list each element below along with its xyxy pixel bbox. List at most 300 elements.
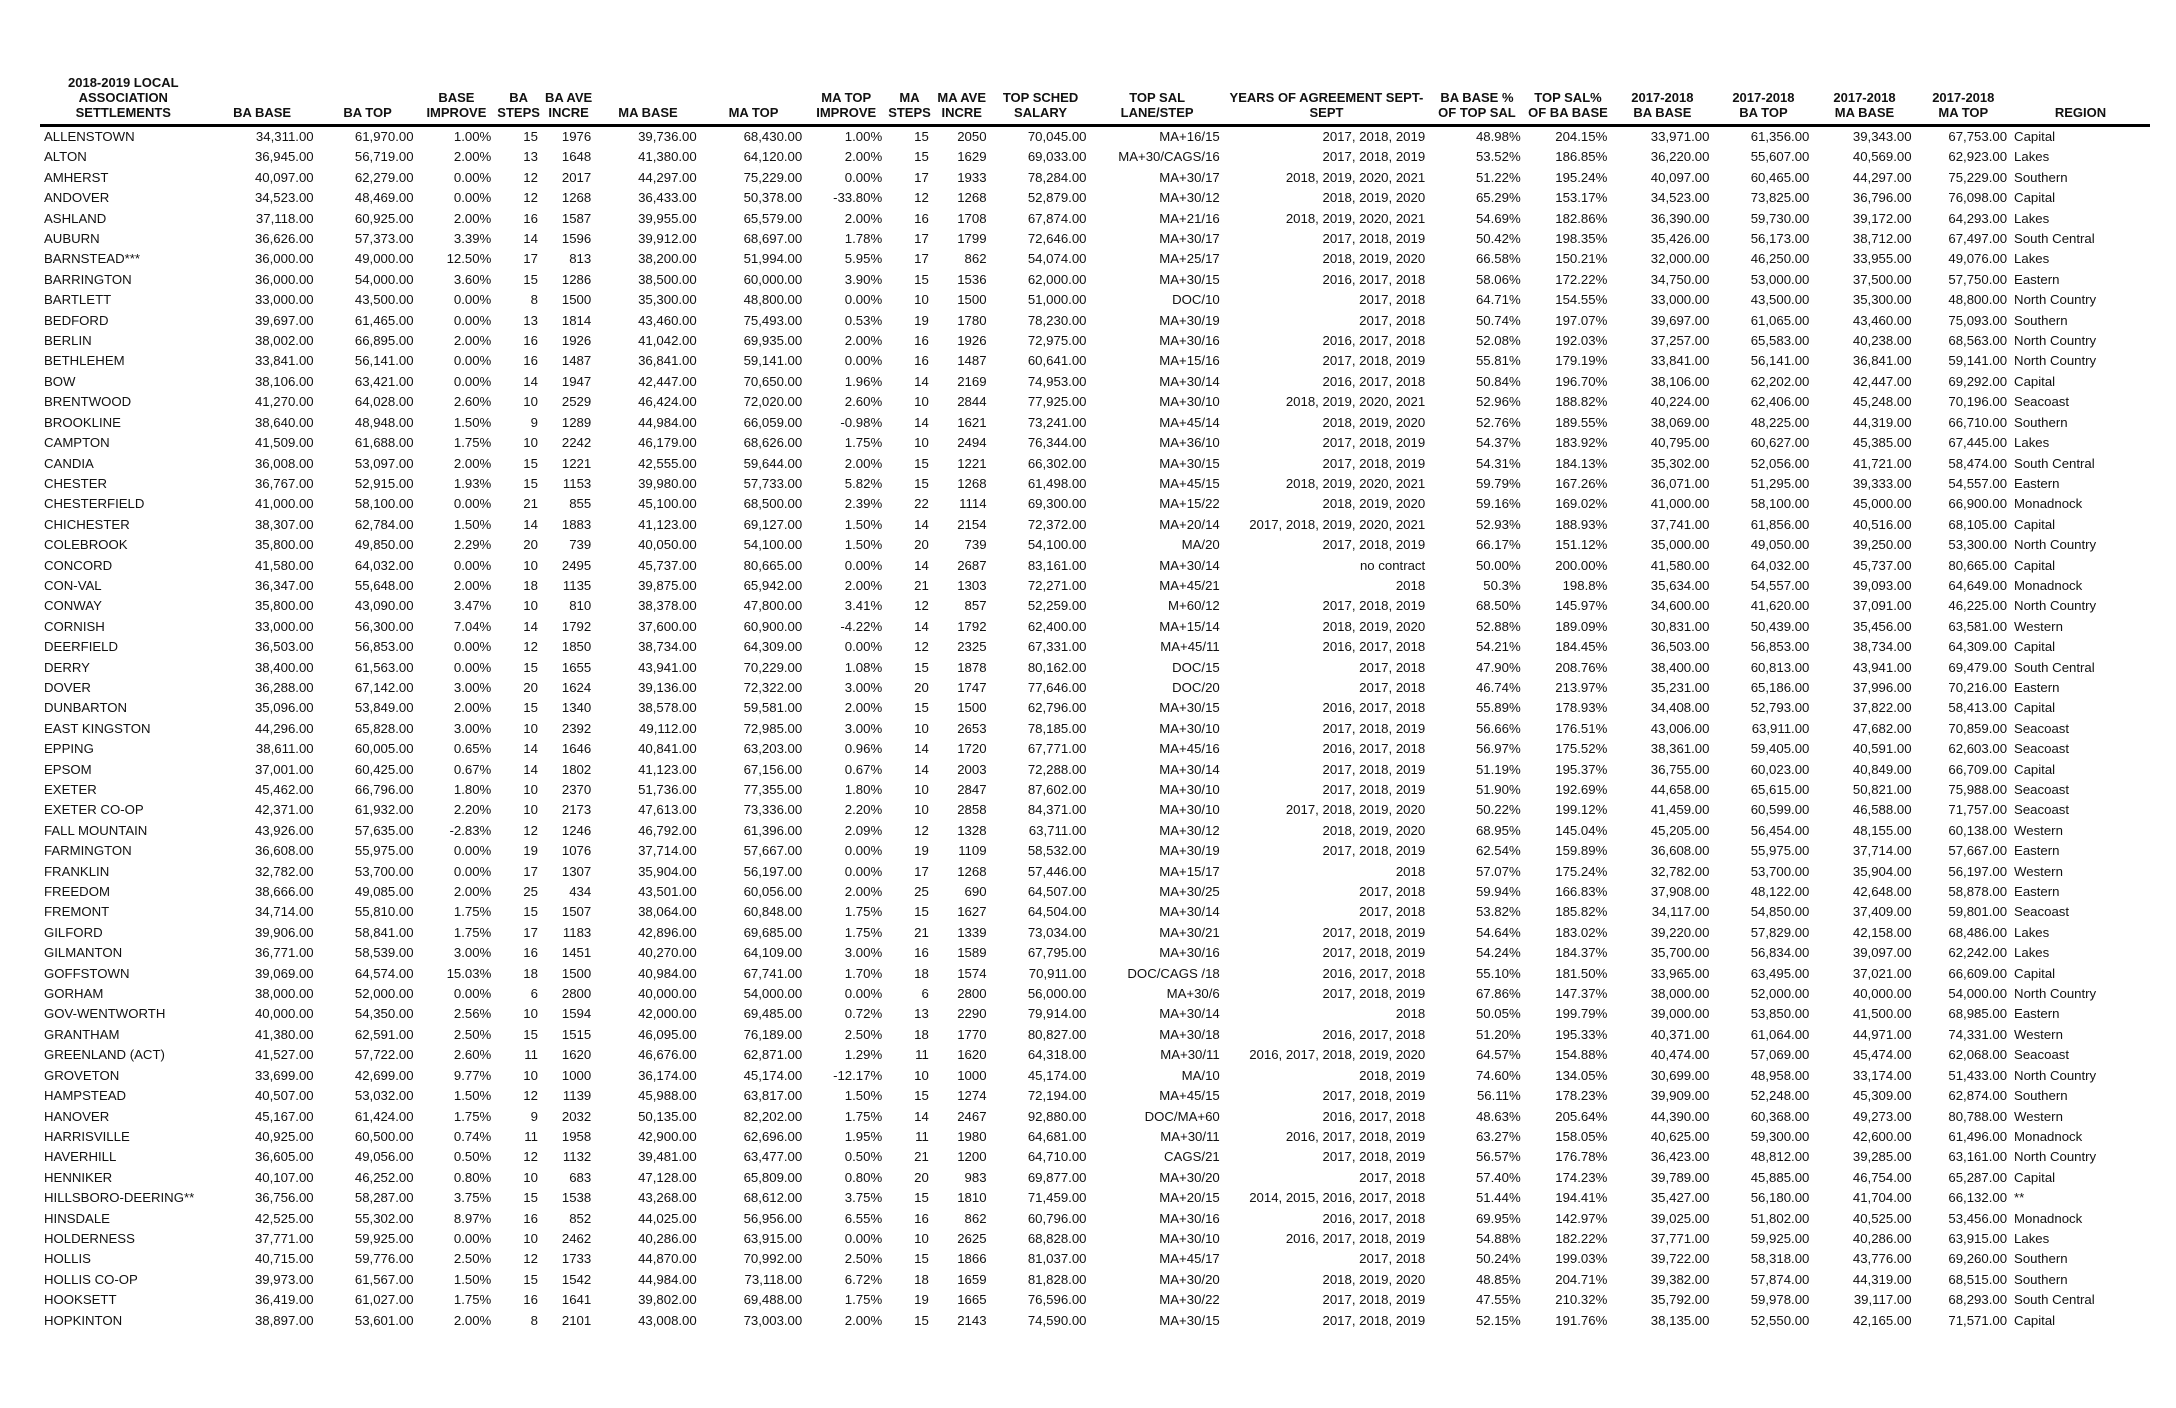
table-cell: 36,220.00 [1650, 149, 1710, 165]
table-cell: 15 [914, 475, 929, 491]
table-row [40, 311, 2150, 331]
table-row [40, 372, 2150, 392]
region-cell: Southern [2014, 414, 2068, 430]
table-cell: 2016, 2017, 2018 [1322, 373, 1426, 389]
table-cell: 67,795.00 [1027, 945, 1087, 961]
table-cell: 52,793.00 [1750, 700, 1810, 716]
table-cell: 33,841.00 [254, 353, 314, 369]
table-cell: 38,897.00 [254, 1312, 314, 1328]
table-cell: MA/20 [1181, 537, 1220, 553]
table-cell: 154.55% [1555, 292, 1608, 308]
table-cell: 40,525.00 [1852, 1210, 1912, 1226]
table-cell: 67.86% [1475, 986, 1521, 1002]
settlement-name: CHESTERFIELD [44, 496, 145, 512]
table-cell: 47,128.00 [638, 1169, 697, 1185]
table-cell: 46,225.00 [1948, 598, 2008, 614]
column-header: BA BASE [233, 105, 292, 120]
table-cell: 2017, 2018 [1359, 1169, 1426, 1185]
table-cell: 0.00% [453, 639, 492, 655]
table-cell: 52.08% [1475, 333, 1521, 349]
table-cell: 2017 [561, 169, 592, 185]
table-cell: 2143 [957, 1312, 987, 1328]
table-cell: 62,871.00 [743, 1047, 803, 1063]
table-cell: 68,430.00 [743, 129, 803, 144]
table-cell: 54,000.00 [354, 271, 414, 287]
table-cell: 185.82% [1555, 904, 1608, 920]
table-cell: 1596 [561, 231, 592, 247]
table-cell: 1624 [561, 679, 592, 695]
table-cell: 2.60% [453, 394, 492, 410]
table-cell: MA+30/14 [1159, 904, 1220, 920]
table-cell: 12 [523, 1149, 538, 1165]
table-cell: 2.20% [453, 802, 492, 818]
table-cell: 48,948.00 [354, 414, 414, 430]
table-cell: 38,000.00 [1650, 986, 1710, 1002]
table-cell: 2017, 2018, 2019 [1322, 231, 1426, 247]
table-cell: 0.00% [453, 169, 492, 185]
table-cell: 12 [523, 1251, 538, 1267]
table-cell: 87,602.00 [1027, 782, 1087, 797]
table-cell: 74,331.00 [1948, 1026, 2008, 1042]
table-cell: 2.00% [844, 149, 883, 165]
table-cell: 41,527.00 [254, 1047, 314, 1063]
table-cell: 35,300.00 [1852, 292, 1912, 308]
table-cell: 54.88% [1475, 1230, 1521, 1246]
table-cell: 66.17% [1475, 537, 1521, 553]
table-cell: -4.22% [840, 618, 883, 634]
table-row [40, 821, 2150, 841]
table-cell: 64,507.00 [1027, 884, 1087, 900]
table-cell: 56,173.00 [1750, 231, 1810, 247]
table-cell: 41,509.00 [254, 435, 314, 451]
table-cell: 20 [914, 537, 929, 553]
settlement-name: EXETER CO-OP [44, 802, 144, 818]
table-cell: 1665 [957, 1292, 987, 1308]
table-cell: 62,796.00 [1027, 700, 1087, 716]
table-cell: 70,196.00 [1948, 394, 2008, 410]
table-cell: 63,477.00 [743, 1149, 803, 1165]
table-cell: 8 [530, 1312, 538, 1328]
table-cell: 1770 [957, 1026, 987, 1042]
table-cell: 2018, 2019, 2020 [1322, 822, 1426, 838]
table-cell: 204.71% [1555, 1271, 1608, 1287]
table-cell: 2018, 2019, 2020 [1322, 190, 1426, 206]
table-cell: 38,400.00 [1650, 659, 1710, 675]
table-cell: 74,953.00 [1027, 373, 1087, 389]
table-cell: 1.08% [844, 659, 883, 675]
settlement-name: GOFFSTOWN [44, 965, 130, 981]
table-cell: 59,925.00 [354, 1230, 414, 1246]
table-cell: 17 [914, 863, 929, 879]
table-cell: MA+45/11 [1160, 639, 1220, 655]
table-cell: 51,000.00 [1027, 292, 1087, 308]
table-cell: 70,992.00 [743, 1251, 803, 1267]
region-cell: Seacoast [2014, 720, 2070, 736]
table-cell: 39,789.00 [1650, 1169, 1710, 1185]
table-cell: DOC/20 [1172, 679, 1220, 695]
region-cell: Southern [2014, 312, 2068, 328]
region-cell: Lakes [2014, 924, 2050, 940]
table-cell: 1328 [957, 822, 987, 838]
table-cell: 40,050.00 [638, 537, 697, 553]
table-cell: 70,216.00 [1948, 679, 2008, 695]
region-cell: Eastern [2014, 271, 2060, 287]
table-cell: 11 [915, 1128, 929, 1144]
table-cell: 10 [523, 557, 538, 573]
table-cell: 60,000.00 [743, 271, 803, 287]
table-cell: 54,350.00 [354, 1006, 414, 1022]
table-cell: 0.00% [453, 292, 492, 308]
table-cell: 44,984.00 [638, 414, 697, 430]
table-cell: 36,433.00 [638, 190, 697, 206]
table-cell: 13 [523, 312, 538, 328]
table-cell: 12 [914, 822, 929, 838]
column-header: BA STEPS [497, 90, 540, 120]
table-cell: 10 [523, 1067, 538, 1083]
table-cell: 60,641.00 [1027, 353, 1087, 369]
table-cell: 1268 [561, 190, 592, 206]
table-cell: 35,096.00 [254, 700, 314, 716]
table-cell: 72,020.00 [743, 394, 803, 410]
table-cell: 56.66% [1475, 720, 1521, 736]
table-cell: 16 [523, 1210, 538, 1226]
table-cell: MA+45/17 [1159, 1251, 1220, 1267]
table-row [40, 474, 2150, 494]
table-row [40, 719, 2150, 739]
table-cell: 41,500.00 [1852, 1006, 1912, 1022]
table-cell: 43,776.00 [1852, 1251, 1912, 1267]
table-cell: 46,588.00 [1852, 802, 1912, 818]
table-cell: 14 [914, 1108, 929, 1124]
table-cell: 40,224.00 [1650, 394, 1710, 410]
table-cell: 72,271.00 [1027, 577, 1087, 593]
table-cell: 2017, 2018, 2019 [1322, 945, 1426, 961]
table-row [40, 1045, 2150, 1065]
region-cell: South Central [2014, 231, 2095, 247]
table-cell: 2242 [561, 435, 592, 451]
table-cell: 15 [523, 1026, 538, 1042]
table-cell: 1500 [561, 965, 592, 981]
table-cell: 81,037.00 [1027, 1251, 1087, 1267]
region-cell: Capital [2014, 1312, 2056, 1328]
table-cell: 57,750.00 [1948, 271, 2008, 287]
table-cell: 852 [569, 1210, 592, 1226]
table-cell: 2.00% [453, 884, 492, 900]
table-cell: 176.78% [1555, 1149, 1608, 1165]
table-cell: 35,904.00 [638, 863, 697, 879]
region-cell: South Central [2014, 455, 2095, 471]
table-cell: 42,555.00 [638, 455, 697, 471]
table-cell: 54.64% [1475, 924, 1521, 940]
table-cell: 16 [914, 333, 929, 349]
table-cell: 47.55% [1475, 1292, 1521, 1308]
table-cell: 1268 [957, 475, 987, 491]
table-cell: 50.24% [1475, 1251, 1521, 1267]
table-cell: 2.00% [453, 149, 492, 165]
table-cell: 3.75% [844, 1190, 883, 1206]
table-cell: 58,532.00 [1027, 843, 1087, 859]
table-cell: 60,425.00 [354, 761, 414, 777]
table-cell: 15 [523, 1190, 538, 1206]
table-cell: 37,091.00 [1852, 598, 1912, 614]
table-cell: 1850 [561, 639, 592, 655]
table-cell: 39,697.00 [1650, 312, 1710, 328]
table-cell: 44,025.00 [638, 1210, 697, 1226]
table-cell: 1574 [957, 965, 987, 981]
table-cell: 2016, 2017, 2018 [1322, 1210, 1426, 1226]
table-cell: 62,923.00 [1948, 149, 2008, 165]
table-cell: 172.22% [1555, 271, 1608, 287]
table-cell: 53.52% [1475, 149, 1521, 165]
region-cell: North Country [2014, 537, 2097, 553]
table-cell: 10 [523, 1169, 538, 1185]
table-cell: 1814 [561, 312, 592, 328]
region-cell: Lakes [2014, 251, 2050, 267]
table-cell: 2018, 2019, 2020, 2021 [1285, 210, 1426, 226]
table-cell: MA+30/21 [1159, 924, 1220, 940]
table-cell: 690 [964, 884, 987, 900]
table-row [40, 351, 2150, 371]
table-cell: 52.93% [1475, 516, 1521, 532]
table-cell: 76,344.00 [1027, 435, 1087, 451]
table-cell: 38,106.00 [254, 373, 314, 389]
table-cell: 49,085.00 [354, 884, 414, 900]
table-cell: 70,650.00 [743, 373, 803, 389]
table-cell: -0.98% [840, 414, 883, 430]
table-cell: 151.12% [1555, 537, 1608, 553]
table-cell: 183.92% [1555, 435, 1608, 451]
table-cell: 1594 [561, 1006, 592, 1022]
table-cell: 66,132.00 [1948, 1190, 2008, 1206]
table-row [40, 964, 2150, 984]
table-cell: 70,859.00 [1948, 720, 2008, 736]
table-row [40, 1209, 2150, 1229]
region-cell: South Central [2014, 659, 2095, 675]
table-cell: 56,719.00 [354, 149, 414, 165]
region-cell: Capital [2014, 557, 2056, 573]
column-header: BA BASE % OF TOP SAL [1438, 90, 1516, 120]
table-cell: 64,504.00 [1027, 904, 1087, 920]
table-cell: 59,776.00 [354, 1251, 414, 1267]
table-cell: 1542 [561, 1271, 592, 1287]
table-cell: 38,666.00 [254, 884, 314, 900]
table-cell: 49,112.00 [639, 720, 697, 736]
table-cell: 50,378.00 [743, 190, 803, 206]
table-cell: 36,000.00 [254, 251, 314, 267]
table-cell: 1655 [561, 659, 592, 675]
table-cell: 1792 [561, 618, 592, 634]
table-cell: 56,300.00 [354, 618, 414, 634]
settlement-name: HOLLIS CO-OP [44, 1271, 138, 1287]
table-cell: 15 [914, 904, 929, 920]
settlement-name: HOLDERNESS [44, 1230, 135, 1246]
table-cell: 0.96% [844, 741, 883, 757]
table-row [40, 290, 2150, 310]
table-cell: 58,474.00 [1948, 455, 2008, 471]
settlement-name: GORHAM [44, 986, 104, 1002]
table-cell: 54.24% [1475, 945, 1521, 961]
table-cell: 1221 [561, 455, 592, 471]
region-cell: Monadnock [2014, 1210, 2083, 1226]
table-cell: 59,801.00 [1948, 904, 2008, 920]
table-row [40, 556, 2150, 576]
table-cell: 61,027.00 [354, 1292, 414, 1308]
table-cell: 56,180.00 [1750, 1190, 1810, 1206]
settlement-name: EAST KINGSTON [44, 720, 151, 736]
table-cell: 33,841.00 [1650, 353, 1710, 369]
table-cell: 62,400.00 [1027, 618, 1087, 634]
table-cell: 41,380.00 [638, 149, 697, 165]
table-cell: 40,516.00 [1852, 516, 1912, 532]
table-cell: 0.00% [453, 312, 492, 328]
table-cell: 3.47% [453, 598, 492, 614]
column-header: TOP SAL% OF BA BASE [1528, 90, 1608, 120]
table-cell: 55.10% [1475, 965, 1521, 981]
table-cell: 0.00% [453, 863, 492, 879]
table-cell: 1.95% [844, 1128, 883, 1144]
table-cell: 74.60% [1475, 1067, 1521, 1083]
table-cell: 68,500.00 [743, 496, 803, 512]
table-cell: 1.75% [844, 1292, 883, 1308]
table-cell: 2858 [957, 802, 987, 818]
region-cell: North Country [2014, 353, 2097, 369]
table-cell: 34,750.00 [1650, 271, 1710, 287]
table-cell: 2017, 2018, 2019 [1322, 537, 1426, 553]
table-cell: 21 [523, 496, 538, 512]
table-cell: 60,627.00 [1750, 435, 1810, 451]
table-cell: 63,915.00 [743, 1230, 803, 1246]
table-cell: 39,117.00 [1853, 1292, 1912, 1308]
table-cell: 77,646.00 [1027, 679, 1087, 695]
table-cell: 0.00% [844, 292, 883, 308]
table-cell: 15 [914, 149, 929, 165]
table-cell: 68.50% [1475, 598, 1521, 614]
table-cell: 0.53% [844, 312, 883, 328]
table-cell: 68,563.00 [1948, 333, 2008, 349]
table-cell: 1.75% [844, 435, 883, 451]
region-cell: Western [2014, 1108, 2063, 1124]
table-cell: 2016, 2017, 2018 [1322, 639, 1426, 655]
table-cell: 1878 [957, 659, 987, 675]
table-cell: MA+30/10 [1159, 782, 1220, 797]
table-cell: 36,841.00 [1852, 353, 1912, 369]
table-cell: 63.27% [1475, 1128, 1521, 1144]
table-cell: 59.94% [1475, 884, 1521, 900]
table-cell: 1.00% [844, 129, 883, 144]
column-header: MA TOP IMPROVE [816, 90, 877, 120]
table-cell: 2017, 2018, 2019, 2020, 2021 [1249, 516, 1426, 532]
table-cell: 2.00% [453, 577, 492, 593]
table-cell: 50,439.00 [1750, 618, 1810, 634]
table-cell: 184.45% [1555, 639, 1608, 655]
table-cell: 1.00% [453, 129, 492, 144]
table-cell: 40,715.00 [254, 1251, 314, 1267]
table-row [40, 800, 2150, 820]
table-cell: 40,000.00 [638, 986, 697, 1002]
table-cell: 45,174.00 [1027, 1067, 1087, 1083]
column-header: MA AVE INCRE [937, 90, 987, 120]
table-cell: 38,361.00 [1650, 741, 1710, 757]
table-cell: 53,456.00 [1948, 1210, 2008, 1226]
table-cell: 10 [914, 394, 929, 410]
table-cell: 68,293.00 [1948, 1292, 2008, 1308]
table-cell: MA+30/14 [1159, 761, 1220, 777]
table-cell: 45,737.00 [638, 557, 697, 573]
settlement-name: HINSDALE [44, 1210, 110, 1226]
table-row [40, 1025, 2150, 1045]
table-cell: 134.05% [1555, 1067, 1608, 1083]
table-cell: 55.89% [1475, 700, 1521, 716]
table-cell: 2.00% [453, 333, 492, 349]
table-cell: 72,288.00 [1027, 761, 1087, 777]
table-cell: 2016, 2017, 2018, 2019 [1285, 1230, 1426, 1246]
table-cell: 54.31% [1475, 455, 1521, 471]
region-cell: Capital [2014, 373, 2056, 389]
table-cell: 36,288.00 [254, 679, 314, 695]
table-cell: 205.64% [1555, 1108, 1608, 1124]
table-cell: 40,286.00 [638, 1230, 697, 1246]
settlement-name: CON-VAL [44, 577, 102, 593]
table-cell: -33.80% [833, 190, 883, 206]
table-cell: 76,596.00 [1027, 1292, 1087, 1308]
table-cell: 40,849.00 [1852, 761, 1912, 777]
table-cell: 54,000.00 [1948, 986, 2008, 1002]
table-cell: 9.77% [453, 1067, 492, 1083]
table-cell: 1076 [561, 843, 592, 859]
table-cell: 62,000.00 [1027, 271, 1087, 287]
column-header: YEARS OF AGREEMENT SEPT- SEPT [1229, 90, 1424, 120]
table-cell: 56,853.00 [1750, 639, 1810, 655]
table-cell: 1274 [957, 1088, 987, 1104]
table-cell: 40,238.00 [1852, 333, 1912, 349]
table-cell: 40,569.00 [1852, 149, 1912, 165]
table-cell: 65,828.00 [354, 720, 414, 736]
table-cell: 1109 [958, 843, 987, 859]
table-cell: 37,500.00 [1852, 271, 1912, 287]
table-cell: 39,000.00 [1650, 1006, 1710, 1022]
table-cell: 40,925.00 [254, 1128, 314, 1144]
table-cell: 2016, 2017, 2018, 2019 [1285, 1128, 1426, 1144]
table-cell: 67,771.00 [1027, 741, 1087, 757]
table-cell: 51.44% [1475, 1190, 1521, 1206]
table-cell: 54,100.00 [1027, 537, 1087, 553]
table-cell: 48,800.00 [743, 292, 803, 308]
table-cell: 63,495.00 [1750, 965, 1810, 981]
table-cell: 0.00% [453, 1230, 492, 1246]
region-cell: North Country [2014, 333, 2097, 349]
table-cell: 15 [914, 455, 929, 471]
table-cell: MA+30/15 [1159, 1312, 1220, 1328]
settlement-name: GILFORD [44, 924, 103, 940]
region-cell: North Country [2014, 986, 2097, 1002]
table-cell: 21 [914, 924, 929, 940]
table-cell: 1135 [562, 577, 592, 593]
table-cell: 0.00% [844, 557, 883, 573]
settlement-name: BARTLETT [44, 292, 112, 308]
settlement-name: ALTON [44, 149, 87, 165]
table-cell: 62,591.00 [354, 1026, 414, 1042]
table-cell: 42,896.00 [638, 924, 697, 940]
table-cell: 6 [530, 986, 538, 1002]
table-cell: 39,220.00 [1650, 924, 1710, 940]
table-cell: 53,601.00 [354, 1312, 414, 1328]
settlement-name: HILLSBORO-DEERING** [44, 1190, 195, 1206]
table-cell: 38,069.00 [1650, 414, 1710, 430]
table-cell: 41,042.00 [638, 333, 697, 349]
table-cell: 50.3% [1483, 577, 1521, 593]
table-cell: 1114 [959, 496, 987, 512]
table-cell: 55,810.00 [354, 904, 414, 920]
